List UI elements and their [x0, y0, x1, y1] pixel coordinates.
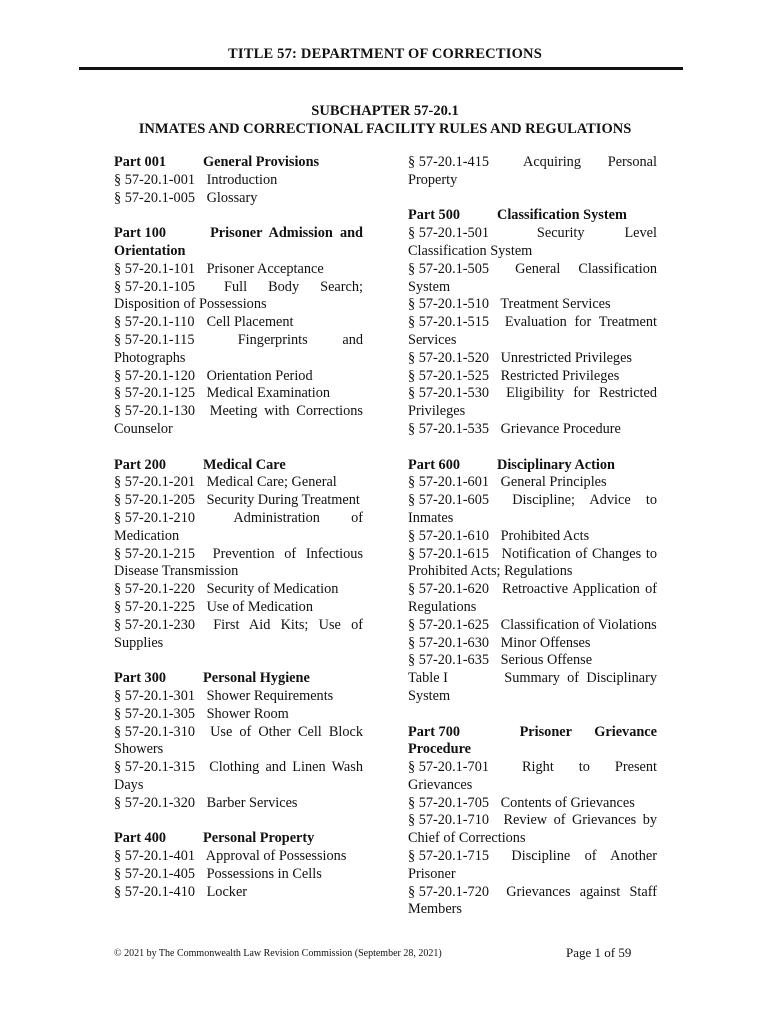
part-number: Part 400 — [114, 830, 167, 847]
section-title: Acquiring Personal Property — [408, 154, 657, 188]
part-title: Medical Care — [203, 456, 286, 473]
section-title: Security During Treatment — [206, 492, 360, 509]
section-title: Restricted Privileges — [500, 367, 620, 384]
section-title: General Classification System — [408, 260, 658, 295]
part-number: Part 500 — [408, 207, 461, 224]
section-entry — [114, 848, 363, 866]
part-heading — [114, 830, 363, 848]
toc-left-column — [114, 154, 363, 901]
section-title: Security Level Classification System — [408, 225, 657, 259]
section-number: § 57-20.1-210 — [114, 509, 196, 526]
section-number: § 57-20.1-401 — [114, 848, 196, 865]
section-entry — [408, 795, 657, 813]
section-number: § 57-20.1-415 — [408, 154, 490, 170]
section-title: Treatment Services — [500, 296, 611, 313]
section-number: § 57-20.1-625 — [408, 616, 490, 633]
section-entry — [114, 599, 363, 617]
part-number: Part 300 — [114, 670, 167, 687]
part-heading — [408, 724, 657, 760]
section-entry — [408, 528, 657, 546]
section-entry — [408, 635, 657, 653]
section-entry — [114, 492, 363, 510]
part-title: Prisoner Admission and Orientation — [114, 225, 363, 259]
section-number: § 57-20.1-720 — [408, 883, 490, 900]
section-number: § 57-20.1-610 — [408, 527, 490, 544]
part-heading — [114, 670, 363, 688]
section-title: Orientation Period — [206, 367, 313, 384]
section-entry — [114, 474, 363, 492]
section-title: Meeting with Corrections Counselor — [114, 403, 363, 437]
section-entry — [114, 261, 363, 279]
section-title: Full Body Search; Disposition of Possessions — [114, 278, 364, 313]
part-title: Disciplinary Action — [497, 456, 615, 473]
section-entry — [114, 368, 363, 386]
section-title: Minor Offenses — [500, 634, 591, 651]
part-title: Classification System — [497, 207, 627, 224]
section-entry — [408, 261, 657, 297]
section-title: Use of Medication — [206, 598, 313, 615]
section-number: § 57-20.1-310 — [114, 723, 196, 740]
section-entry — [408, 617, 657, 635]
section-entry — [114, 706, 363, 724]
section-title: Clothing and Linen Wash Days — [114, 759, 363, 793]
section-title: Shower Room — [206, 705, 289, 722]
section-number: § 57-20.1-635 — [408, 652, 490, 669]
section-number: Table I — [408, 670, 448, 687]
section-title: Summary of Disciplinary System — [408, 670, 657, 704]
section-entry — [408, 652, 657, 670]
section-number: § 57-20.1-005 — [114, 189, 196, 206]
part-title: Prisoner Grievance Procedure — [408, 723, 657, 758]
section-entry — [408, 848, 657, 884]
section-number: § 57-20.1-301 — [114, 687, 196, 704]
section-number: § 57-20.1-515 — [408, 314, 490, 331]
section-number: § 57-20.1-605 — [408, 492, 490, 509]
section-title: Retroactive Application of Regulations — [408, 581, 657, 615]
section-number: § 57-20.1-130 — [114, 403, 196, 420]
section-entry — [114, 546, 363, 582]
section-number: § 57-20.1-101 — [114, 260, 196, 277]
part-heading — [408, 207, 657, 225]
section-title: Prisoner Acceptance — [206, 260, 324, 277]
section-number: § 57-20.1-630 — [408, 634, 490, 651]
section-title: Grievances against Staff Members — [408, 883, 658, 918]
section-entry — [114, 403, 363, 439]
section-number: § 57-20.1-715 — [408, 848, 490, 865]
section-number: § 57-20.1-230 — [114, 616, 196, 633]
section-title: Right to Present Grievances — [408, 759, 658, 793]
section-title: Review of Grievances by Chief of Corrections — [408, 812, 657, 847]
toc-part — [408, 207, 657, 438]
section-title: Unrestricted Privileges — [500, 349, 632, 366]
section-title: Prohibited Acts — [500, 527, 590, 544]
part-number: Part 700 — [408, 723, 461, 740]
section-entry — [114, 795, 363, 813]
section-number: § 57-20.1-620 — [408, 581, 490, 598]
toc-part — [114, 225, 363, 439]
part-heading — [114, 225, 363, 261]
part-title: Personal Hygiene — [203, 670, 310, 687]
section-number: § 57-20.1-201 — [114, 474, 196, 491]
section-title: Administration of Medication — [114, 509, 363, 544]
section-number: § 57-20.1-705 — [408, 794, 490, 811]
section-title: Introduction — [206, 171, 278, 188]
section-entry — [408, 759, 657, 795]
section-title: Glossary — [206, 189, 258, 206]
toc-part — [114, 457, 363, 653]
section-entry — [114, 314, 363, 332]
section-number: § 57-20.1-530 — [408, 385, 490, 402]
section-title: Security of Medication — [206, 581, 339, 598]
section-number: § 57-20.1-601 — [408, 474, 490, 491]
section-entry — [114, 332, 363, 368]
section-entry — [408, 474, 657, 492]
section-number: § 57-20.1-215 — [114, 545, 196, 562]
section-entry — [408, 884, 657, 920]
toc-part — [114, 670, 363, 812]
section-number: § 57-20.1-315 — [114, 759, 196, 776]
section-title: Classification of Violations — [500, 616, 657, 633]
section-entry — [114, 581, 363, 599]
part-number: Part 200 — [114, 456, 167, 473]
section-entry — [114, 172, 363, 190]
section-entry — [114, 279, 363, 315]
section-entry — [408, 314, 657, 350]
section-number: § 57-20.1-125 — [114, 385, 196, 402]
section-entry — [408, 492, 657, 528]
section-title: Discipline of Another Prisoner — [408, 848, 657, 882]
section-number: § 57-20.1-305 — [114, 705, 196, 722]
section-entry — [114, 617, 363, 653]
section-entry — [114, 688, 363, 706]
section-entry — [408, 581, 657, 617]
section-number: § 57-20.1-120 — [114, 367, 196, 384]
part-number: Part 600 — [408, 456, 461, 473]
section-title: Medical Examination — [206, 385, 331, 402]
section-entry — [408, 670, 657, 706]
section-number: § 57-20.1-501 — [408, 225, 490, 242]
section-title: Use of Other Cell Block Showers — [114, 723, 363, 758]
section-title: Shower Requirements — [206, 687, 334, 704]
section-number: § 57-20.1-115 — [114, 331, 195, 348]
title-rule — [79, 67, 683, 70]
toc-part — [408, 457, 657, 706]
section-title: General Principles — [500, 474, 607, 491]
section-title: First Aid Kits; Use of Supplies — [114, 616, 363, 651]
section-entry — [408, 296, 657, 314]
part-title: General Provisions — [203, 154, 320, 170]
toc-part — [114, 830, 363, 901]
section-title: Notification of Changes to Prohibited Acts; Regulations — [408, 545, 658, 580]
section-number: § 57-20.1-225 — [114, 598, 196, 615]
section-title: Contents of Grievances — [500, 794, 635, 811]
subchapter-number: SUBCHAPTER 57-20.1 — [311, 103, 459, 119]
section-entry — [114, 759, 363, 795]
section-title: Fingerprints and Photographs — [114, 331, 363, 366]
section-title: Eligibility for Restricted Privileges — [408, 385, 658, 420]
section-number: § 57-20.1-510 — [408, 296, 490, 313]
section-title: Discipline; Advice to Inmates — [408, 492, 657, 526]
section-entry — [114, 884, 363, 902]
section-number: § 57-20.1-220 — [114, 581, 196, 598]
section-title: Locker — [206, 883, 248, 900]
section-entry — [114, 385, 363, 403]
part-number: Part 100 — [114, 225, 167, 242]
section-entry — [114, 724, 363, 760]
section-entry — [114, 866, 363, 884]
toc-part — [408, 154, 657, 190]
part-title: Personal Property — [203, 830, 315, 847]
toc-right-column — [408, 154, 657, 919]
part-heading — [408, 457, 657, 475]
section-title: Cell Placement — [206, 314, 294, 331]
section-number: § 57-20.1-410 — [114, 883, 196, 900]
toc-part — [114, 154, 363, 207]
part-number: Part 001 — [114, 154, 167, 170]
subchapter-title: INMATES AND CORRECTIONAL FACILITY RULES AND REGULATIONS — [138, 121, 632, 137]
section-number: § 57-20.1-105 — [114, 278, 196, 295]
toc-part — [408, 724, 657, 920]
footer-page-number: Page 1 of 59 — [566, 945, 632, 960]
section-title: Evaluation for Treatment Services — [408, 314, 657, 348]
section-number: § 57-20.1-525 — [408, 367, 490, 384]
section-entry — [114, 190, 363, 208]
section-title: Barber Services — [206, 794, 298, 811]
section-entry — [408, 546, 657, 582]
footer-copyright: © 2021 by The Commonwealth Law Revision Commission (September 28, 2021) — [114, 948, 442, 959]
section-number: § 57-20.1-405 — [114, 865, 196, 882]
section-number: § 57-20.1-615 — [408, 545, 490, 562]
section-entry — [408, 154, 657, 190]
section-number: § 57-20.1-710 — [408, 812, 490, 829]
section-title: Serious Offense — [500, 652, 593, 669]
subchapter-heading — [0, 102, 770, 138]
section-entry — [408, 812, 657, 848]
section-entry — [408, 385, 657, 421]
section-title: Grievance Procedure — [500, 420, 621, 437]
section-number: § 57-20.1-701 — [408, 759, 490, 776]
section-number: § 57-20.1-001 — [114, 171, 196, 188]
section-entry — [114, 510, 363, 546]
section-number: § 57-20.1-505 — [408, 260, 490, 277]
section-number: § 57-20.1-205 — [114, 492, 196, 509]
section-title: Approval of Possessions — [205, 848, 347, 865]
section-title: Medical Care; General — [206, 474, 337, 491]
section-number: § 57-20.1-535 — [408, 420, 490, 437]
section-title: Prevention of Infectious Disease Transmission — [114, 545, 364, 580]
page-title: TITLE 57: DEPARTMENT OF CORRECTIONS — [228, 46, 542, 62]
part-heading — [114, 154, 363, 172]
section-title: Possessions in Cells — [206, 865, 322, 882]
part-heading — [114, 457, 363, 475]
section-entry — [408, 350, 657, 368]
section-number: § 57-20.1-110 — [114, 314, 195, 331]
section-number: § 57-20.1-320 — [114, 794, 196, 811]
section-entry — [408, 225, 657, 261]
section-number: § 57-20.1-520 — [408, 349, 490, 366]
section-entry — [408, 368, 657, 386]
section-entry — [408, 421, 657, 439]
